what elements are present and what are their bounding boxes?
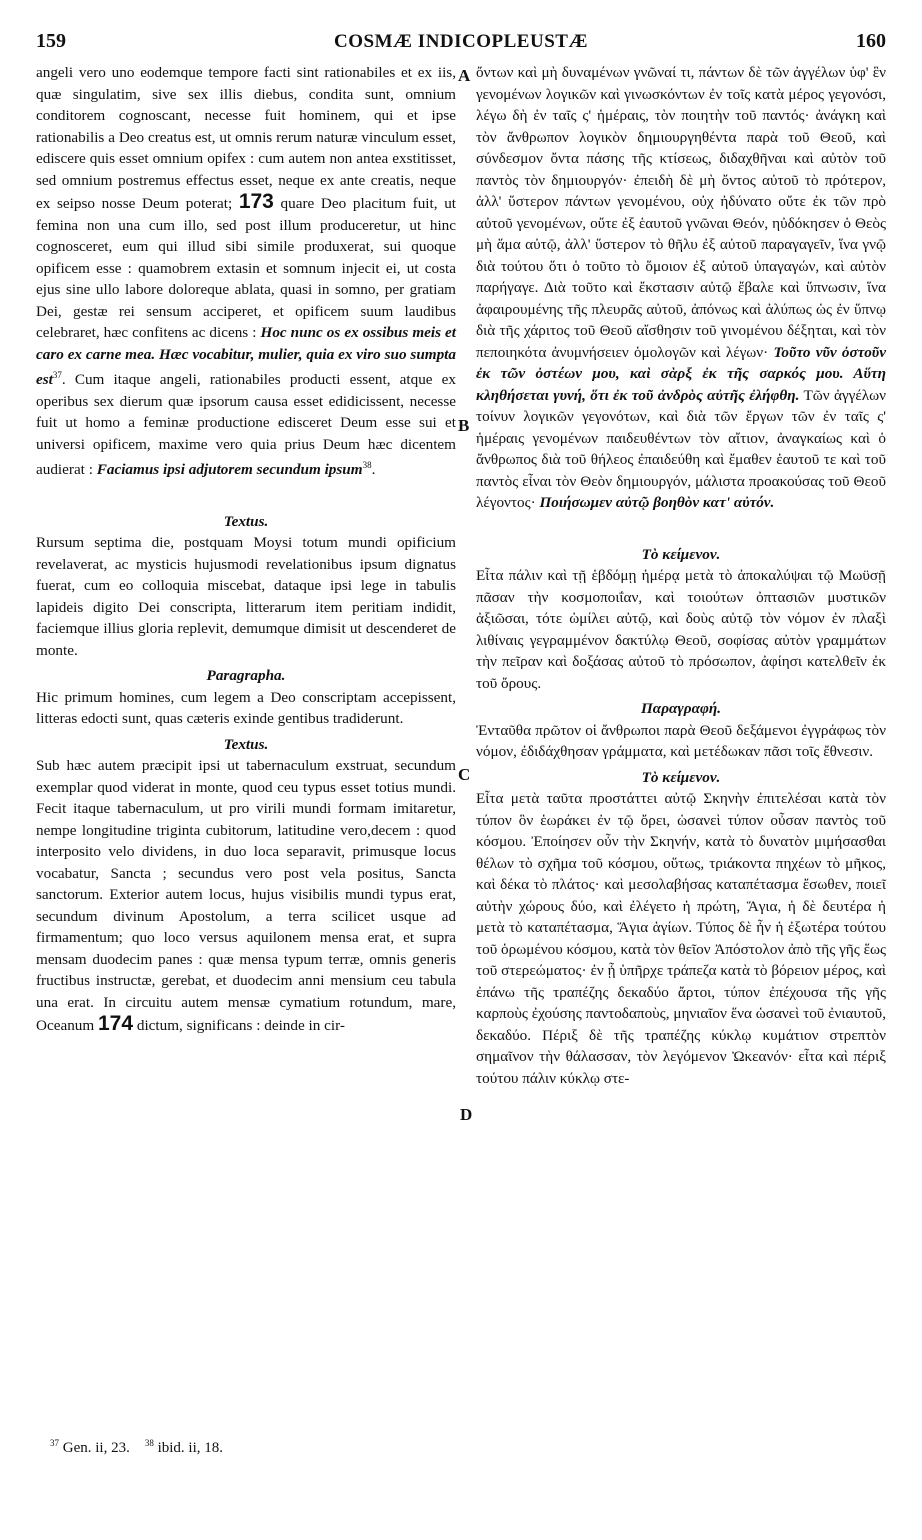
- footnote-text: ibid. ii, 18.: [157, 1440, 223, 1456]
- scripture-quote: Τοῦτο νῦν ὀστοῦν ἐκ τῶν ὀστέων μου, καὶ σὰρξ ἐκ τῆς σαρκός μου. Αὕτη κληθήσεται γυνή, ὅτι ἐκ τοῦ ἀνδρὸς αὐτῆς ἐλήφθη.: [476, 343, 886, 404]
- scripture-quote: Faciamus ipsi adjutorem secundum ipsum: [96, 461, 363, 479]
- page-number-right: 160: [856, 30, 886, 52]
- footnote-ref: 37: [52, 370, 62, 380]
- latin-paragraph-3: Hic primum homines, cum legem a Deo conscriptam accepissent, litteras edocti sunt, quas cæteris exinde gentibus tradiderunt.: [36, 688, 456, 728]
- section-letter-d: D: [460, 1105, 473, 1124]
- page-header: [36, 30, 886, 58]
- footnote-number: 38: [144, 1438, 154, 1448]
- latin-paragraph-4: [36, 755, 456, 1037]
- section-heading: Textus.: [223, 735, 269, 753]
- footnote-text: Gen. ii, 23.: [62, 1440, 130, 1456]
- margin-page-number: 174: [98, 1012, 134, 1036]
- section-heading: Παραγραφή.: [640, 700, 721, 717]
- latin-text: Cum itaque angeli, rationabiles producti essent, atque ex operibus sex dierum quæ ipsorum causa esset edidicissent, necesse fuit ut homo a feminæ productione edisceret Deum esse sui et universi opificem, maxime vero quia prius Deum hæc dicentem audierat :: [36, 371, 457, 479]
- section-heading: Τὸ κείμενον.: [641, 545, 721, 563]
- footnote-number: 37: [50, 1438, 59, 1448]
- latin-text: angeli vero uno eodemque tempore facti sint rationabiles et ex iis, quæ singulatim, sive sex illis diebus, condita sunt, omnium conditorem cognoscant, necesse fuit hominem, qui et ipse rationabilis a Deo creatus est, ut omnis rerum naturæ vinculum esset, ediscere quis esset omnium opifex : cum autem non antea exstitisset, sed omnium postremus effectus esset, neque ex ante creatis, neque ex seipso nosse Deum poterat;: [36, 64, 456, 212]
- section-letter-c: C: [458, 765, 471, 784]
- running-title: COSMÆ INDICOPLEUSTÆ: [334, 31, 588, 52]
- greek-paragraph-4: Εἶτα μετὰ ταῦτα προστάττει αὐτῷ Σκηνὴν ἐπιτελέσαι κατὰ τὸν τύπον ὃν ἑωράκει ἐν τῷ ὄρει, ὡσανεὶ τύπον οὖσαν παντὸς τοῦ κόσμου. Ἐποίησεν οὖν τὴν Σκηνήν, κατὰ τὸ δυνατὸν μιμήσασθαι θέλων τὸ σχῆμα τοῦ κόσμου, οὕτως, τριάκοντα πηχέων τὸ μῆκος, καὶ δέκα τὸ πλάτος· καὶ μεσολαβήσας καταπέτασμα ἔσωθεν, ποιεῖ αὐτὴν χώρους δύο, καὶ ἐλέγετο ἡ πρώτη, Ἅγια, ἡ δὲ δευτέρα ἡ μετὰ τὸ καταπέτασμα, Ἅγια ἁγίων. Τύπος δὲ ἦν ἡ ἐξωτέρα τούτου τοῦ ὁρωμένου κόσμου, κατὰ τὸν θεῖον Ἀπόστολον ἀπὸ τῆς γῆς ἕως τοῦ στερεώματος· ἐν ᾗ ὑπῆρχε τράπεζα κατὰ τὸ βόρειον μέρος, καὶ ἐπάνω τῆς τραπέζης δεκαδύο ἄρτοι, τύπον ἐπέχουσα τῆς γῆς καρποὺς ἐχούσης παντοδαποὺς, μηνιαῖον ἕνα ὡσανεὶ τοῦ ἐνιαυτοῦ, δεκαδύο. Πέριξ δὲ τῆς τραπέζης κύκλῳ κυμάτιον στρεπτὸν σημαῖνον τὴν θάλασσαν, τὸν λεγόμενον Ὠκεανόν· εἶτα καὶ πέριξ τούτου πάλιν κύκλῳ στε-: [476, 790, 886, 1087]
- greek-column: [476, 62, 886, 1089]
- greek-paragraph-2: Εἶτα πάλιν καὶ τῇ ἑβδόμῃ ἡμέρᾳ μετὰ τὸ ἀποκαλύψαι τῷ Μωϋσῇ πᾶσαν τὴν κοσμοποιΐαν, καὶ τοιούτων ὀπτασιῶν μυστικῶν ἀξιῶσαι, τότε ὡμίλει αὐτῷ, καὶ δοὺς αὐτῷ τὸν νόμον ἐν πλαξὶ λιθίναις γεγραμμένον δακτύλῳ Θεοῦ, σοφίσας αὐτὸν γραμμάτων τὴν πεῖραν καὶ δοξάσας αὐτοῦ τὸ πρόσωπον, ἀφίησι κατελθεῖν ἐκ τοῦ ὄρους.: [476, 567, 886, 692]
- latin-column: [36, 62, 456, 1037]
- section-letter-b: B: [458, 416, 470, 435]
- footnote-ref: 38: [362, 460, 372, 471]
- page-number-left: 159: [36, 30, 66, 52]
- greek-paragraph-3: Ἐνταῦθα πρῶτον οἱ ἄνθρωποι παρὰ Θεοῦ δεξάμενοι ἐγγράφως τὸν νόμον, ἐδιδάχθησαν γράμματα, καὶ μετέδωκαν πᾶσι τοῖς ἔθνεσιν.: [476, 721, 886, 760]
- latin-paragraph-1: angeli vero uno eodemque tempore facti sint rationabiles et ex iis, quæ singulatim, sive sex illis diebus, condita sunt, omnium conditorem cognoscant, necesse fuit hominem, qui et ipse rationabilis a Deo creatus est, ut omnis rerum naturæ vinculum esset, ediscere quis esset omnium opifex : cum autem non antea exstitisset, sed omnium postremus effectus esset, neque ex ante creatis, neque ex seipso nosse Deum poterat; 173 quare Deo placitum fuit, ut femina non una cum illo, sed post illum produceretur, ut hinc cognosceret, eum qui illud sibi simile produxerat, sui quoque opificem esse : quamobrem extasin et somnum injecit ei, ut costa ejus sine ullo labore doloreque ablata, quasi in somno, per gratiam Dei, gestæ rei sensum acciperet, et opificem suum laudibus celebraret, hæc confitens ac dicens : Hoc nunc os ex ossibus meis et caro ex carne mea. Hæc vocabitur, mulier, quia ex viro suo sumpta est$^{37}$. Cum itaque angeli, rationabiles producti essent, atque ex operibus sex dierum quæ ipsorum causa esset edidicissent, necesse fuit ut homo a feminæ productione edisceret Deum esse sui et universi opificem, maxime vero quia prius Deum hæc dicentem audierat : Faciamus ipsi adjutorem secundum ipsum$^{38}$.: [36, 64, 457, 479]
- greek-text: Τῶν ἀγγέλων τοίνυν λογικῶν γεγονότων, καὶ διὰ τῶν ἔργων τῶν ἐν ταῖς ς' ἡμέραις γενομένων παιδευθέντων τὸν αἴτιον, ἀναγκαίως καὶ ὁ ἄνθρωπος διὰ τοῦ θήλεος ἐπαιδεύθη καὶ ἔμαθεν ἑαυτοῦ τε καὶ τοῦ παντὸς εἶναι τὸν Θεὸν δημιουργόν, μάλιστα προακούσας τοῦ Θεοῦ λέγοντος·: [476, 386, 886, 511]
- latin-paragraph-2: Rursum septima die, postquam Moysi totum mundi opificium revelaverat, ac mysticis hujusmodi revelationibus ipsum dignatus fuerat, cum eo colloquia miscebat, dataque ipsi lege in tabulis lapideis digito Dei conscripta, litterarum item peritiam indidit, faciemque illius gloria replevit, demumque dimisit ut descenderet de monte.: [36, 534, 456, 659]
- section-heading: Textus.: [223, 512, 269, 530]
- scripture-quote: Ποιήσωμεν αὐτῷ βοηθὸν κατ' αὐτόν.: [539, 494, 775, 511]
- section-heading: Τὸ κείμενον.: [641, 768, 721, 786]
- scripture-quote: Hoc nunc os ex ossibus meis et caro ex carne mea. Hæc vocabitur, mulier, quia ex viro suo sumpta est: [36, 324, 456, 389]
- latin-text: Sub hæc autem præcipit ipsi ut tabernaculum exstruat, secundum exemplar quod viderat in monte, quod ceu typus esset totius mundi. Fecit itaque tabernaculum, ut pro virili mundi formam imitaretur, nempe longitudine triginta cubitorum, latitudine vero,decem : quod interposito velo dividens, in duo loca separavit, primusque locus vocabatur, Sancta ; secundus vero post vela positus, Sancta sanctorum. Exterior autem locus, hujus visibilis mundi typus erat, secundum divinum Apostolum, a terra scilicet usque ad firmamentum; quo loco versus aquilonem mensa erat, et supra mensam duodecim panes : quæ mensa typum terræ, omnis generis fructibus instructæ, gerebat, et duodecim anni mensium ceu tabula una erat. In circuitu autem mensæ cymatium rotundum, mare, Oceanum: [36, 757, 456, 1035]
- latin-text: dictum, significans : deinde in cir-: [136, 1017, 345, 1035]
- greek-paragraph-1: [476, 62, 886, 514]
- section-heading: Paragrapha.: [206, 667, 286, 685]
- footnotes: [50, 1438, 450, 1457]
- section-letter-a: A: [458, 66, 471, 85]
- latin-text: quare Deo placitum fuit, ut femina non una cum illo, sed post illum produceretur, ut hinc cognosceret, eum qui illud sibi simile produxerat, sui quoque opificem esse : quamobrem extasin et somnum injecit ei, ut costa ejus sine ullo labore doloreque ablata, quasi in somno, per gratiam Dei, gestæ rei sensum acciperet, et opificem suum laudibus celebraret, hæc confitens ac dicens :: [36, 195, 457, 341]
- margin-page-number: 173: [238, 190, 274, 213]
- greek-text: ὄντων καὶ μὴ δυναμένων γνῶναί τι, πάντων δὲ τῶν ἀγγέλων ὑφ' ἓν γενομένων λογικῶν καὶ γινωσκόντων ἐν τοῖς κατὰ μέρος γεγονόσι, λέγω δὴ ἐν ταῖς ς' ἡμέραις, τὸν ποιητὴν τοῦ παντός· ἀνάγκη καὶ τὸν ἄνθρωπον λογικὸν δημιουργηθέντα παρὰ τοῦ Θεοῦ, καὶ σύνδεσμον ὄντα πάσης τῆς κτίσεως, διδαχθῆναι καὶ αὐτὸν τοῦ παντὸς τὸν δημιουργόν· ἐπειδὴ δὲ μὴ ὄντος αὐτοῦ τὸ πρότερον, ἀλλ' ὕστερον πάντων γενομένου, οὐχ ἠδύνατο οὔτε ἐκ τῶν πρὸ αὐτοῦ γενομένων, οὔτε ἐξ ἑαυτοῦ γνῶναι Θεόν, ηὐδόκησεν ὁ Θεὸς μὴ ἅμα αὐτῷ, ἀλλ' ὕστερον τὸ θῆλυ ἐξ αὐτοῦ παραγαγεῖν, ἵνα γνῷ διὰ τούτου ὅτι ὁ τοῦτο τὸ ὅμοιον ἐξ αὐτοῦ ὑπαγαγών, καὶ αὐτὸν παρήγαγε. Διὰ τοῦτο καὶ ἔκστασιν αὐτῷ ἔβαλε καὶ ὕπνωσιν, ἵνα ἀφαιρουμένης τῆς πλευρᾶς αὐτοῦ, ἀπόνως καὶ ἀλύπως ὡς ἐν ὕπνῳ διὰ τῆς χάριτος τοῦ Θεοῦ αἴσθησιν τοῦ γινομένου δέξηται, καὶ τὸν πεποιηκότα ἀνυμνήσειεν ὁμολογῶν καὶ λέγων·: [476, 64, 886, 361]
